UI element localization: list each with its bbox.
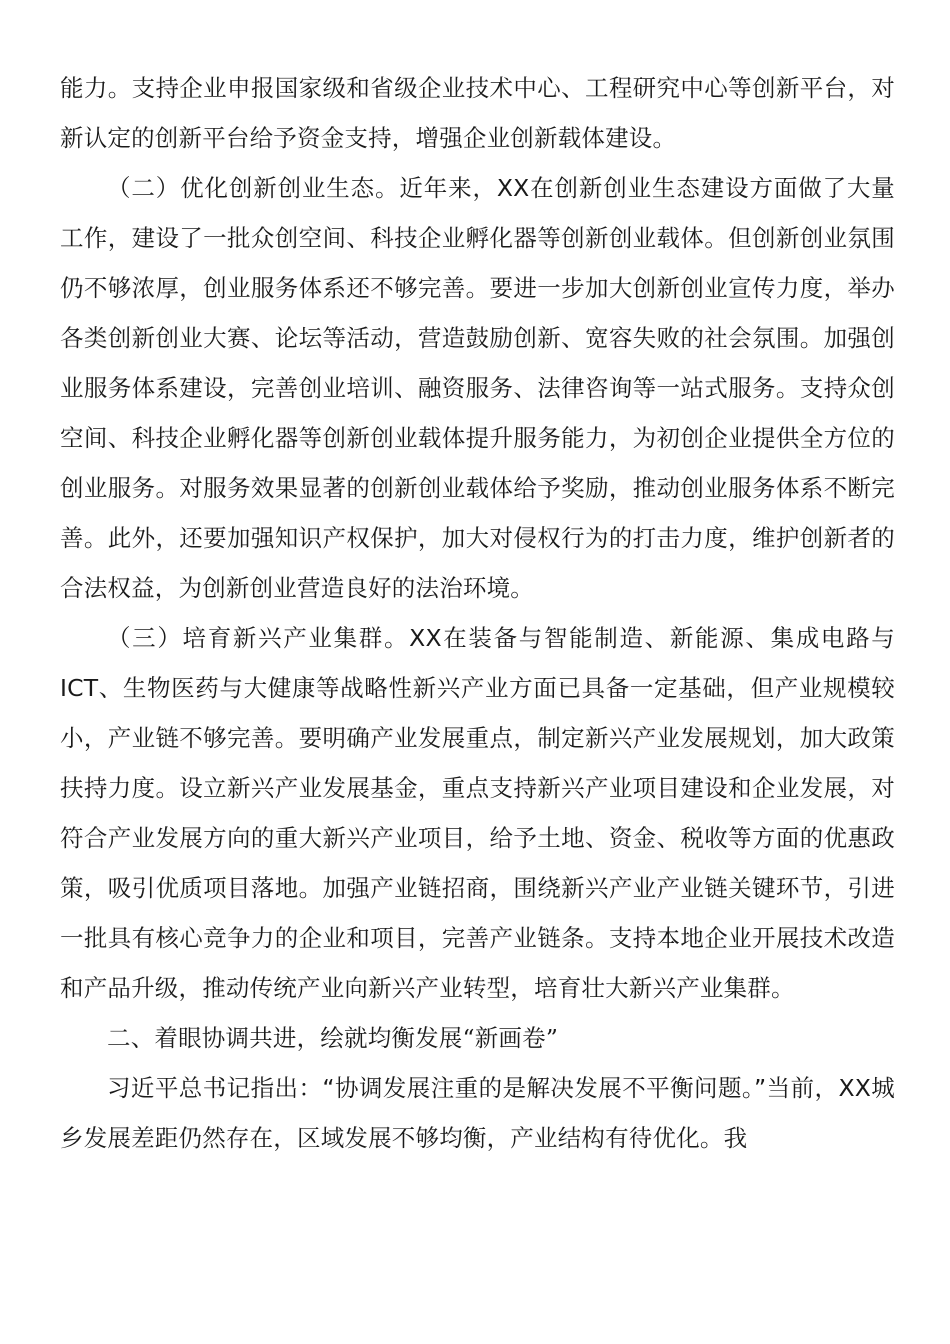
section-heading: 二、着眼协调共进，绘就均衡发展“新画卷” (107, 1024, 559, 1052)
document-body (60, 63, 895, 1163)
paragraph-final: 习近平总书记指出：“协调发展注重的是解决发展不平衡问题。”当前，XX城乡发展差距仍然存在，区域发展不够均衡，产业结构有待优化。我 (60, 1074, 895, 1152)
paragraph-section-3: （三）培育新兴产业集群。XX在装备与智能制造、新能源、集成电路与ICT、生物医药与大健康等战略性新兴产业方面已具备一定基础，但产业规模较小，产业链不够完善。要明确产业发展重点，制定新兴产业发展规划，加大政策扶持力度。设立新兴产业发展基金，重点支持新兴产业项目建设和企业发展，对符合产业发展方向的重大新兴产业项目，给予土地、资金、税收等方面的优惠政策，吸引优质项目落地。加强产业链招商，围绕新兴产业产业链关键环节，引进一批具有核心竞争力的企业和项目，完善产业链条。支持本地企业开展技术改造和产品升级，推动传统产业向新兴产业转型，培育壮大新兴产业集群。 (60, 624, 895, 1002)
paragraph-section-2: （二）优化创新创业生态。近年来，XX在创新创业生态建设方面做了大量工作，建设了一批众创空间、科技企业孵化器等创新创业载体。但创新创业氛围仍不够浓厚，创业服务体系还不够完善。要进一步加大创新创业宣传力度，举办各类创新创业大赛、论坛等活动，营造鼓励创新、宽容失败的社会氛围。加强创业服务体系建设，完善创业培训、融资服务、法律咨询等一站式服务。支持众创空间、科技企业孵化器等创新创业载体提升服务能力，为初创企业提供全方位的创业服务。对服务效果显著的创新创业载体给予奖励，推动创业服务体系不断完善。此外，还要加强知识产权保护，加大对侵权行为的打击力度，维护创新者的合法权益，为创新创业营造良好的法治环境。 (60, 174, 895, 602)
paragraph-continuation: 能力。支持企业申报国家级和省级企业技术中心、工程研究中心等创新平台，对新认定的创新平台给予资金支持，增强企业创新载体建设。 (60, 74, 895, 152)
